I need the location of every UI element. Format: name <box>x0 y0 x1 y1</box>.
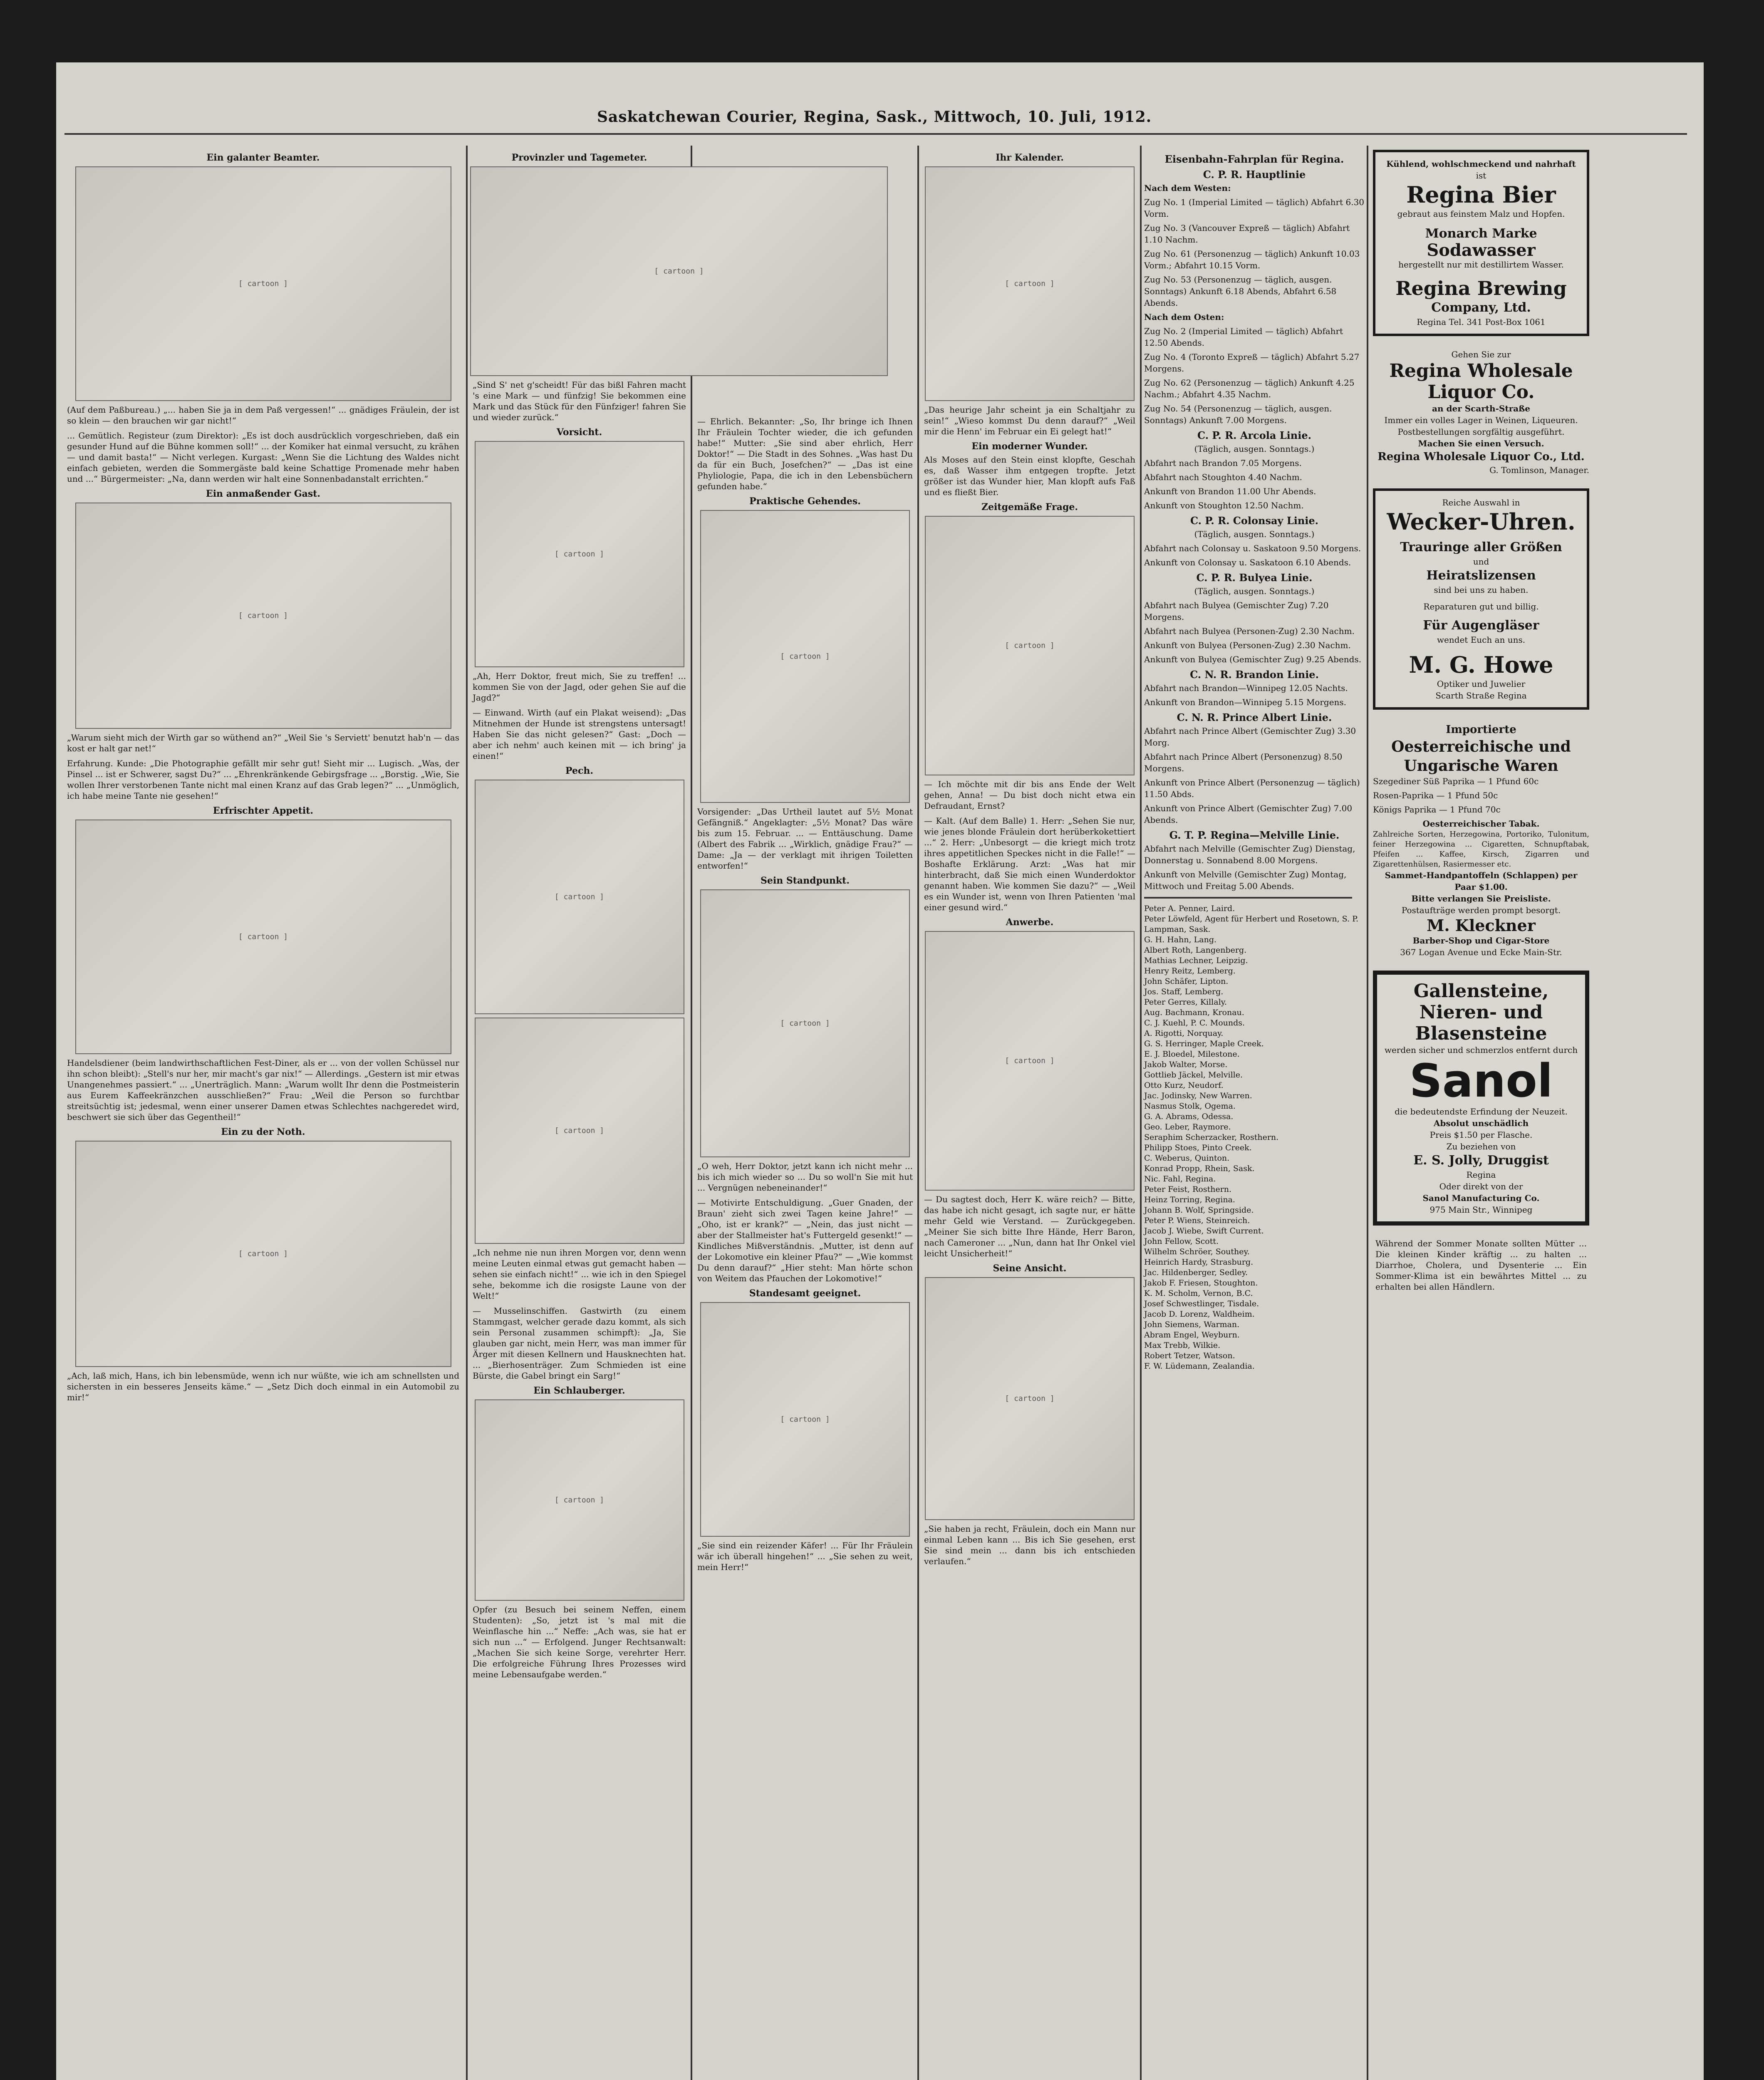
ad-text: Machen Sie einen Versuch. <box>1418 438 1544 448</box>
list-item: Peter Feist, Rosthern. <box>1144 1185 1232 1194</box>
ad-text: Gehen Sie zur <box>1451 349 1511 359</box>
ad-text: Reparaturen gut und billig. <box>1423 602 1539 612</box>
list-item: Peter Gerres, Killaly. <box>1144 998 1227 1007</box>
list-item: Ankunft von Brandon—Winnipeg 5.15 Morgens. <box>1144 697 1347 707</box>
list-item: Josef Schwestlinger, Tisdale. <box>1144 1299 1259 1308</box>
cartoon-illustration: [ cartoon ] <box>925 1277 1135 1520</box>
list-item: Lampman, Sask. <box>1144 925 1211 934</box>
rail-line-title: C. P. R. Colonsay Linie. <box>1190 515 1319 527</box>
list-item: John Schäfer, Lipton. <box>1144 977 1229 986</box>
list-item: Gottlieb Jäckel, Melville. <box>1144 1070 1243 1080</box>
ad-company: Regina Wholesale Liquor Co., Ltd. <box>1378 451 1585 463</box>
ad-company: Company, Ltd. <box>1431 300 1531 315</box>
cartoon-title: Provinzler und Tagemeter. <box>511 152 647 163</box>
joke-text: — Einwand. Wirth (auf ein Plakat weisend): „Das Mitnehmen der Hunde ist strengstens untersagt! Haben Sie das nicht gelesen?“ Gast: „Doch — aber ich nehm' auch keinen mit — ich bring' ja einen!“ <box>473 708 686 761</box>
list-item: Ankunft von Bulyea (Gemischter Zug) 9.25 Abends. <box>1144 654 1362 664</box>
ad-subheadline: Sodawasser <box>1427 240 1536 260</box>
divider <box>1144 897 1352 899</box>
cartoon-title: Erfrischter Appetit. <box>213 805 314 816</box>
list-item: Jacob D. Lorenz, Waldheim. <box>1144 1310 1255 1319</box>
ad-text: Importierte <box>1446 723 1516 736</box>
train-list <box>1144 725 1365 826</box>
cartoon-title: Zeitgemäße Frage. <box>981 502 1078 513</box>
list-item: Abfahrt nach Prince Albert (Gemischter Zug) 3.30 Morg. <box>1144 726 1356 748</box>
agent-list <box>1144 904 1365 1372</box>
train-list <box>1144 599 1365 665</box>
cartoon-caption: „Warum sieht mich der Wirth gar so wüthend an?“ „Weil Sie 's Serviett' benutzt hab'n — das kost er halt gar net!“ <box>67 733 459 753</box>
list-item: C. J. Kuehl, P. C. Mounds. <box>1144 1018 1245 1028</box>
import-goods-ad <box>1373 722 1589 958</box>
rail-line-title: C. P. R. Arcola Linie. <box>1197 429 1311 441</box>
joke-text: Erfahrung. Kunde: „Die Photographie gefällt mir sehr gut! Sieht mir ... Lugisch. „Was, der Pinsel ... ist er Schwerer, sagst Du?“ ... „Ehrenkränkende Gebirgsfrage ... „Borstig. „Wie, Sie wollen Ihrer verstorbenen Tante nicht mal einen Kranz auf das Grab legen?“ ... „Unmöglich, ich habe meine Tante nie gesehen!“ <box>67 758 459 801</box>
list-item: Königs Paprika — 1 Pfund 70c <box>1373 805 1501 815</box>
cartoon-illustration: [ cartoon ] <box>75 166 451 401</box>
joke-text: ... Gemütlich. Registeur (zum Direktor): „Es ist doch ausdrücklich vorgeschrieben, daß ein gesunder Hund auf die Bühne kommen soll!“ ... der Komiker hat einmal versucht, zu krähen — und damit basta!“ — Nicht verlegen. Kurgast: „Wenn Sie die Lichtung des Waldes nicht einfach gebieten, werden die Sommergäste bald keine Schattige Promenade mehr haben und ...“ Bürgermeister: „Na, dann werden wir halt eine Sonnenbadanstalt errichten.“ <box>67 431 459 484</box>
list-item: Albert Roth, Langenberg. <box>1144 946 1247 955</box>
list-item: Abfahrt nach Colonsay u. Saskatoon 9.50 Morgens. <box>1144 543 1361 553</box>
cartoon-title: Ein anmaßender Gast. <box>206 488 321 499</box>
list-item: Heinrich Hardy, Strasburg. <box>1144 1258 1254 1267</box>
cartoon-title: Sein Standpunkt. <box>760 875 850 886</box>
cartoon-caption: „O weh, Herr Doktor, jetzt kann ich nicht mehr ... bis ich mich wieder so ... Du so woll'n Sie mit hut ... Vergnügen nebeneinander!“ <box>697 1161 913 1193</box>
column-rule <box>917 146 919 2080</box>
list-item: Seraphim Scherzacker, Rosthern. <box>1144 1133 1279 1142</box>
cartoon-illustration: [ cartoon ] <box>75 503 451 729</box>
ads-column <box>1373 150 1589 2080</box>
cartoon-title: Vorsicht. <box>556 427 602 438</box>
cartoon-caption: — Ich möchte mit dir bis ans Ende der Welt gehen, Anna! — Du bist doch nicht etwa ein Defraudant, Ernst? <box>924 779 1135 811</box>
cartoon-illustration: [ cartoon ] <box>925 166 1135 401</box>
ad-text: Zu beziehen von <box>1446 1142 1516 1151</box>
list-item: Jos. Staff, Lemberg. <box>1144 987 1224 996</box>
cartoon-title: Ein Schlauberger. <box>533 1385 625 1396</box>
joke-text: — Ehrlich. Bekannter: „So, Ihr bringe ich Ihnen Ihr Fräulein Tochter wieder, die ich gefunden habe!“ Mutter: „Sie sind aber ehrlich, Herr Doktor!“ — Die Stadt in des Sohnes. „Was hast Du da für ein Buch, Josefchen?“ — „Das ist eine Phyliologie, Papa, die ich in den Lebensbüchern gefunden habe.“ <box>697 416 913 491</box>
list-item: Jac. Jodinsky, New Warren. <box>1144 1091 1252 1100</box>
joke-text: — Motivirte Entschuldigung. „Guer Gnaden, der Braun' zieht sich zwei Tagen keine Jahre!“ — „Oho, ist er krank?“ — „Nein, das just nicht — aber der Stallmeister hat's Futtergeld gesenkt!“ — Kindliches Mißverständnis. „Mutter, ist denn auf der Lokomotive ein kleiner Pfau?“ — „Wie kommst Du denn darauf?“ „Hier steht: Man hörte schon von Weitem das Pfauchen der Lokomotive!“ <box>697 1198 913 1283</box>
list-item: E. J. Bloedel, Milestone. <box>1144 1050 1240 1059</box>
cartoon-illustration: [ cartoon ] <box>700 1302 910 1537</box>
ad-text: Zahlreiche Sorten, Herzegowina, Portoriko, Tulonitum, feiner Herzegowina ... Cigaretten, Schnupftabak, Pfeifen ... Kaffee, Kirsch, Zigarren und Zigarettenhülsen, Rasiermesser etc. <box>1373 830 1589 869</box>
list-item: Ankunft von Prince Albert (Gemischter Zug) 7.00 Abends. <box>1144 803 1353 825</box>
cartoon-title: Praktische Gehendes. <box>749 496 861 507</box>
list-item: Abfahrt nach Melville (Gemischter Zug) Dienstag, Donnerstag u. Sonnabend 8.00 Morgens. <box>1144 844 1355 865</box>
ad-contact: Scarth Straße Regina <box>1435 691 1527 701</box>
list-item: Abfahrt nach Bulyea (Personen-Zug) 2.30 Nachm. <box>1144 626 1355 636</box>
cartoon-title: Ihr Kalender. <box>996 152 1064 163</box>
list-item: John Siemens, Warman. <box>1144 1320 1240 1329</box>
list-item: Jac. Hildenberger, Sedley. <box>1144 1268 1248 1277</box>
train-list <box>1144 843 1365 892</box>
column-2 <box>470 150 704 2080</box>
cartoon-illustration: [ cartoon ] <box>475 1399 684 1601</box>
list-item: Abfahrt nach Prince Albert (Personenzug) 8.50 Morgens. <box>1144 752 1343 773</box>
list-item: Rosen-Paprika — 1 Pfund 50c <box>1373 790 1498 800</box>
liquor-co-ad <box>1373 349 1589 476</box>
cartoon-title: Seine Ansicht. <box>993 1263 1067 1274</box>
list-item: Konrad Propp, Rhein, Sask. <box>1144 1164 1255 1173</box>
joke-text: Handelsdiener (beim landwirthschaftlichen Fest-Diner, als er ... von der vollen Schüssel nur ihn schon bleibt): „Stell's nur her, mir macht's gar nix!“ — Allerdings. „Gestern ist mir etwas Unangenehmes passiert.“ ... „Unerträglich. Mann: „Warum wollt Ihr denn die Postmeisterin aus Eurem Kaffeekränzchen ausschließen?“ Frau: „Weil die Person so furchtbar streitsüchtig ist; jedesmal, wenn einer unserer Damen etwas Schlechtes nachgeredet wird, beschwert sie sich über das Gegentheil!“ <box>67 1058 459 1122</box>
ad-text: Regina <box>1466 1170 1496 1180</box>
cartoon-caption: (Auf dem Paßbureau.) „... haben Sie ja in dem Paß vergessen!“ ... gnädiges Fräulein, der ist so klein — den brauchen wir gar nicht!“ <box>67 405 459 426</box>
list-item: Abram Engel, Weyburn. <box>1144 1330 1240 1340</box>
ad-company: M. Kleckner <box>1427 916 1536 935</box>
cartoon-caption: — Du sagtest doch, Herr K. wäre reich? — Bitte, das habe ich nicht gesagt, ich sagte nur, er hätte mehr Geld wie Verstand. — Zurückgegeben. „Meiner Sie sich bitte Ihre Hände, Herr Baron, nach Cameroner ... „Nun, dann hat Ihr Onkel viel leicht Unsicherheit!“ <box>924 1194 1135 1258</box>
price-list <box>1373 775 1589 815</box>
list-item: Peter A. Penner, Laird. <box>1144 904 1235 913</box>
ad-headline: Regina Wholesale Liquor Co. <box>1389 360 1573 403</box>
ad-text: Sammet-Handpantoffeln (Schlappen) per Paar $1.00. <box>1385 870 1578 892</box>
cartoon-caption: „Das heurige Jahr scheint ja ein Schaltjahr zu sein!“ „Wieso kommst Du denn darauf?“ „Weil mir die Henn' im Februar ein Ei gelegt hat!“ <box>924 405 1135 436</box>
list-item: G. A. Abrams, Odessa. <box>1144 1112 1234 1121</box>
cartoon-caption: „Sie haben ja recht, Fräulein, doch ein Mann nur einmal Leben kann ... Bis ich Sie gesehen, erst Sie sind mein ... dann bis ich entschieden verlaufen.“ <box>924 1524 1135 1566</box>
list-item: Szegediner Süß Paprika — 1 Pfund 60c <box>1373 776 1539 786</box>
notice-text: Während der Sommer Monate sollten Mütter ... Die kleinen Kinder kräftig ... zu halten ... Diarrhoe, Cholera, und Dysenterie ... Ein Sommer-Klima ist ein bewährtes Mittel ... zu erhalten bei allen Händlern. <box>1375 1238 1587 1292</box>
column-4 <box>922 150 1138 2080</box>
list-item: Zug No. 61 (Personenzug — täglich) Ankunft 10.03 Vorm.; Abfahrt 10.15 Vorm. <box>1144 249 1360 270</box>
ad-product-name: Sanol <box>1409 1054 1553 1107</box>
ad-subheadline: Heiratslizensen <box>1426 568 1536 583</box>
list-item: Geo. Leber, Raymore. <box>1144 1122 1231 1132</box>
howe-jeweler-ad <box>1373 488 1589 710</box>
column-rule <box>466 146 468 2080</box>
list-item: Zug No. 4 (Toronto Expreß — täglich) Abfahrt 5.27 Morgens. <box>1144 352 1360 374</box>
list-item: Zug No. 62 (Personenzug — täglich) Ankunft 4.25 Nachm.; Abfahrt 4.35 Nachm. <box>1144 378 1355 399</box>
sanol-ad <box>1373 971 1589 1226</box>
list-item: Abfahrt nach Bulyea (Gemischter Zug) 7.20 Morgens. <box>1144 600 1329 622</box>
ad-subheadline: Oesterreichischer Tabak. <box>1422 819 1540 829</box>
list-item: Zug No. 54 (Personenzug — täglich, ausgen. Sonntags) Ankunft 7.00 Morgens. <box>1144 404 1332 425</box>
ad-company: Sanol Manufacturing Co. <box>1422 1193 1540 1203</box>
ad-headline: Oesterreichische und Ungarische Waren <box>1391 738 1571 775</box>
ad-text: Kühlend, wohlschmeckend und nahrhaft <box>1386 159 1576 169</box>
ad-text: Postaufträge werden prompt besorgt. <box>1401 905 1561 915</box>
list-item: Jakob Walter, Morse. <box>1144 1060 1228 1069</box>
ad-text: Optiker und Juwelier <box>1437 679 1526 689</box>
cartoon-title: Ein zu der Noth. <box>221 1127 305 1137</box>
cartoon-title: Anwerbe. <box>1006 917 1054 928</box>
ad-text: die bedeutendste Erfindung der Neuzeit. <box>1395 1107 1568 1117</box>
list-item: Ankunft von Bulyea (Personen-Zug) 2.30 Nachm. <box>1144 640 1351 650</box>
ad-text: Bitte verlangen Sie Preisliste. <box>1411 894 1551 904</box>
train-list-east <box>1144 325 1365 426</box>
cartoon-illustration: [ cartoon ] <box>925 931 1135 1191</box>
column-rule <box>691 146 692 2080</box>
list-item: C. Weberus, Quinton. <box>1144 1154 1230 1163</box>
header-rule <box>64 133 1687 135</box>
list-item: Peter P. Wiens, Steinreich. <box>1144 1216 1250 1225</box>
joke-text: — Kalt. (Auf dem Balle) 1. Herr: „Sehen Sie nur, wie jenes blonde Fräulein dort herüberkokettiert ...“ 2. Herr: „Unbesorgt — die kriegt mich trotz ihres appetitlichen Speckes nicht in die Falle!“ — Boshafte Erklärung. Arzt: „Was hat mir hinterbracht, daß Sie mich einen Wunderdoktor genannt haben. Wie kommen Sie dazu?“ — „Weil es ein Wunder ist, wenn von Ihren Patienten 'mal einer gesund wird.“ <box>924 816 1135 912</box>
list-item: Nasmus Stolk, Ogema. <box>1144 1102 1236 1111</box>
poem-text: Als Moses auf den Stein einst klopfte, Geschah es, daß Wasser ihm entgegen tropfte. Jetzt größer ist das Wunder hier, Man klopft aufs Faß und es fließt Bier. <box>924 455 1135 497</box>
list-item: Max Trebb, Wilkie. <box>1144 1341 1221 1350</box>
ad-text: und <box>1473 557 1489 567</box>
section-title: Ein moderner Wunder. <box>971 441 1088 452</box>
ad-text: Reiche Auswahl in <box>1442 498 1520 508</box>
cartoon-illustration: [ cartoon ] <box>700 889 910 1157</box>
direction-label: Nach dem Westen: <box>1144 183 1231 193</box>
list-item: Aug. Bachmann, Kronau. <box>1144 1008 1244 1017</box>
train-list <box>1144 682 1365 708</box>
list-item: Ankunft von Brandon 11.00 Uhr Abends. <box>1144 486 1316 496</box>
cartoon-title: Ein galanter Beamter. <box>206 152 320 163</box>
ad-text: Immer ein volles Lager in Weinen, Liqueuren. Postbestellungen sorgfältig ausgeführt. <box>1384 415 1578 437</box>
list-item: Otto Kurz, Neudorf. <box>1144 1081 1224 1090</box>
rail-line-title: G. T. P. Regina—Melville Linie. <box>1169 829 1340 841</box>
cartoon-illustration: [ cartoon ] <box>475 780 684 1014</box>
regina-brewing-ad <box>1373 150 1589 336</box>
cartoon-illustration: [ cartoon ] <box>925 516 1135 775</box>
list-item: Wilhelm Schröer, Southey. <box>1144 1247 1250 1256</box>
list-item: A. Rigotti, Norquay. <box>1144 1029 1224 1038</box>
ad-text: Absolut unschädlich <box>1433 1118 1529 1128</box>
ad-text: ist <box>1476 171 1487 181</box>
list-item: Ankunft von Stoughton 12.50 Nachm. <box>1144 500 1304 510</box>
ad-company: Regina Brewing <box>1395 277 1567 300</box>
cartoon-illustration: [ cartoon ] <box>475 441 684 667</box>
list-item: Heinz Torring, Regina. <box>1144 1195 1235 1204</box>
list-item: Zug No. 1 (Imperial Limited — täglich) Abfahrt 6.30 Vorm. <box>1144 197 1365 219</box>
ad-text: Preis $1.50 per Flasche. <box>1430 1130 1533 1140</box>
page-header: Saskatchewan Courier, Regina, Sask., Mittwoch, 10. Juli, 1912. <box>597 108 1152 126</box>
cartoon-illustration: [ cartoon ] <box>75 1141 451 1367</box>
train-list <box>1144 542 1365 568</box>
list-item: Ankunft von Melville (Gemischter Zug) Montag, Mittwoch und Freitag 5.00 Abends. <box>1144 869 1347 891</box>
list-item: Ankunft von Prince Albert (Personenzug — täglich) 11.50 Abds. <box>1144 778 1360 799</box>
list-item: Jakob F. Friesen, Stoughton. <box>1144 1278 1258 1288</box>
list-item: John Fellow, Scott. <box>1144 1237 1219 1246</box>
list-item: Abfahrt nach Brandon 7.05 Morgens. <box>1144 458 1302 468</box>
list-item: Nic. Fahl, Regina. <box>1144 1174 1216 1184</box>
ad-company: M. G. Howe <box>1409 651 1553 678</box>
rail-line-title: C. P. R. Bulyea Linie. <box>1196 572 1313 584</box>
cartoon-caption: „Ah, Herr Doktor, freut mich, Sie zu treffen! ... kommen Sie von der Jagd, oder gehen Sie auf die Jagd?“ <box>473 671 686 703</box>
cartoon-caption: „Sind S' net g'scheidt! Für das bißl Fahren macht 's eine Mark — und fünfzig! Sie bekommen eine Mark und das Stück für den Fünfziger! fahren Sie und wieder zurück.“ <box>473 380 686 422</box>
newspaper-page <box>56 62 1704 2080</box>
direction-label: Nach dem Osten: <box>1144 312 1224 322</box>
ad-subheadline: Monarch Marke <box>1425 226 1537 241</box>
ad-headline: Wecker-Uhren. <box>1387 508 1576 535</box>
cartoon-caption: „Sie sind ein reizender Käfer! ... Für Ihr Fräulein wär ich überall hingehen!“ ... „Sie sehen zu weit, mein Herr!“ <box>697 1540 913 1572</box>
rail-line-title: C. N. R. Prince Albert Linie. <box>1177 711 1332 723</box>
timetable-column <box>1144 150 1365 2080</box>
joke-text: Vorsigender: „Das Urtheil lautet auf 5½ Monat Gefängniß.“ Angeklagter: „5½ Monat? Das wäre bis zum 15. Februar. ... — Enttäuschung. Dame (Albert des Fabrik ... „Wirklich, gnädige Frau?“ — Dame: „Ja — der verklagt mit ihrigen Toiletten entworfen!“ <box>697 807 913 871</box>
rail-line-note: (Täglich, ausgen. Sonntags.) <box>1194 586 1315 596</box>
list-item: Henry Reitz, Lemberg. <box>1144 966 1236 976</box>
cartoon-illustration: [ cartoon ] <box>475 1018 684 1244</box>
cartoon-caption: „Ich nehme nie nun ihren Morgen vor, denn wenn meine Leuten einmal etwas gut gemacht haben — sehen sie einfach nicht!“ ... wie ich in den Spiegel sehe, bekomme ich die rosigste Laune von der Welt!“ <box>473 1248 686 1301</box>
list-item: Mathias Lechner, Leipzig. <box>1144 956 1248 965</box>
list-item: G. H. Hahn, Lang. <box>1144 935 1217 944</box>
list-item: Jacob J. Wiebe, Swift Current. <box>1144 1226 1264 1236</box>
list-item: Abfahrt nach Stoughton 4.40 Nachm. <box>1144 472 1303 482</box>
list-item: K. M. Scholm, Vernon, B.C. <box>1144 1289 1253 1298</box>
ad-text: werden sicher und schmerzlos entfernt durch <box>1384 1045 1578 1055</box>
list-item: Zug No. 53 (Personenzug — täglich, ausgen. Sonntags) Ankunft 6.18 Abends, Abfahrt 6.58 Abends. <box>1144 275 1337 308</box>
ad-contact: 975 Main Str., Winnipeg <box>1430 1205 1533 1215</box>
train-list <box>1144 457 1365 511</box>
ad-text: an der Scarth-Straße <box>1432 404 1530 414</box>
cartoon-caption: „Ach, laß mich, Hans, ich bin lebensmüde, wenn ich nur wüßte, wie ich am schnellsten und sichersten in ein besseres Jenseits käme.“ — „Setz Dich doch einmal in ein Automobil zu mir!“ <box>67 1371 459 1402</box>
cartoon-caption: Opfer (zu Besuch bei seinem Neffen, einem Studenten): „So, jetzt ist 's mal mit die Weinflasche hin ...“ Neffe: „Ach was, sie hat er sich nun ...“ — Erfolgend. Junger Rechtsanwalt: „Machen Sie sich keine Sorge, verehrter Herr. Die erfolgreiche Führung Ihres Prozesses wird meine Lebensaufgabe werden.“ <box>473 1605 686 1679</box>
list-item: Philipp Stoes, Pinto Creek. <box>1144 1143 1252 1152</box>
ad-subheadline: Trauringe aller Größen <box>1400 540 1562 555</box>
list-item: Zug No. 3 (Vancouver Expreß — täglich) Abfahrt 1.10 Nachm. <box>1144 223 1350 245</box>
list-item: Abfahrt nach Brandon—Winnipeg 12.05 Nachts. <box>1144 683 1348 693</box>
list-item: F. W. Lüdemann, Zealandia. <box>1144 1362 1255 1371</box>
ad-subheadline: Für Augengläser <box>1423 618 1539 633</box>
ad-headline: Blasensteine <box>1415 1023 1547 1044</box>
ad-text: sind bei uns zu haben. <box>1434 585 1529 595</box>
list-item: Peter Löwfeld, Agent für Herbert und Rosetown, S. P. <box>1144 914 1359 924</box>
rail-line-title: C. N. R. Brandon Linie. <box>1190 669 1319 681</box>
ad-text: gebraut aus feinstem Malz und Hopfen. <box>1397 209 1565 219</box>
ad-company: E. S. Jolly, Druggist <box>1413 1153 1549 1168</box>
list-item: Zug No. 2 (Imperial Limited — täglich) Abfahrt 12.50 Abends. <box>1144 326 1343 348</box>
ad-headline: Regina Bier <box>1406 181 1556 208</box>
cartoon-title: Pech. <box>565 765 593 776</box>
list-item: Johann B. Wolf, Springside. <box>1144 1206 1254 1215</box>
ad-headline: Nieren- und <box>1419 1002 1543 1023</box>
column-1 <box>64 150 462 2080</box>
rail-line-note: (Täglich, ausgen. Sonntags.) <box>1194 529 1315 539</box>
cartoon-illustration: [ cartoon ] <box>470 166 888 376</box>
joke-text: — Musselinschiffen. Gastwirth (zu einem Stammgast, welcher gerade dazu kommt, als sich sein Personal zusammen schimpft): „Ja, Sie glauben gar nicht, mein Herr, was man immer für Ärger mit diesen Kellnern und Hausknechten hat. ... „Bierhosenträger. Zum Schmieden ist eine Bürste, die Gabel bringt ein Sarg!“ <box>473 1306 686 1381</box>
ad-headline: Gallensteine, <box>1413 981 1549 1002</box>
rail-line-title: C. P. R. Hauptlinie <box>1203 168 1306 181</box>
ad-text: Barber-Shop und Cigar-Store <box>1412 936 1550 946</box>
ad-text: wendet Euch an uns. <box>1437 635 1526 645</box>
cartoon-illustration: [ cartoon ] <box>75 820 451 1054</box>
rail-line-note: (Täglich, ausgen. Sonntags.) <box>1194 444 1315 454</box>
list-item: Ankunft von Colonsay u. Saskatoon 6.10 Abends. <box>1144 557 1351 567</box>
column-rule <box>1367 146 1368 2080</box>
list-item: G. S. Herringer, Maple Creek. <box>1144 1039 1264 1048</box>
column-3 <box>695 150 915 2080</box>
train-list-west <box>1144 196 1365 309</box>
ad-text: Oder direkt von der <box>1439 1181 1523 1191</box>
ad-contact: 367 Logan Avenue und Ecke Main-Str. <box>1400 947 1562 957</box>
list-item: Robert Tetzer, Watson. <box>1144 1351 1235 1360</box>
ad-text: hergestellt nur mit destillirtem Wasser. <box>1398 260 1564 270</box>
timetable-title: Eisenbahn-Fahrplan für Regina. <box>1164 153 1344 165</box>
ad-contact: G. Tomlinson, Manager. <box>1489 465 1589 475</box>
cartoon-illustration: [ cartoon ] <box>700 510 910 803</box>
column-rule <box>1140 146 1142 2080</box>
cartoon-title: Standesamt geeignet. <box>749 1288 861 1299</box>
ad-contact: Regina Tel. 341 Post-Box 1061 <box>1417 317 1546 327</box>
